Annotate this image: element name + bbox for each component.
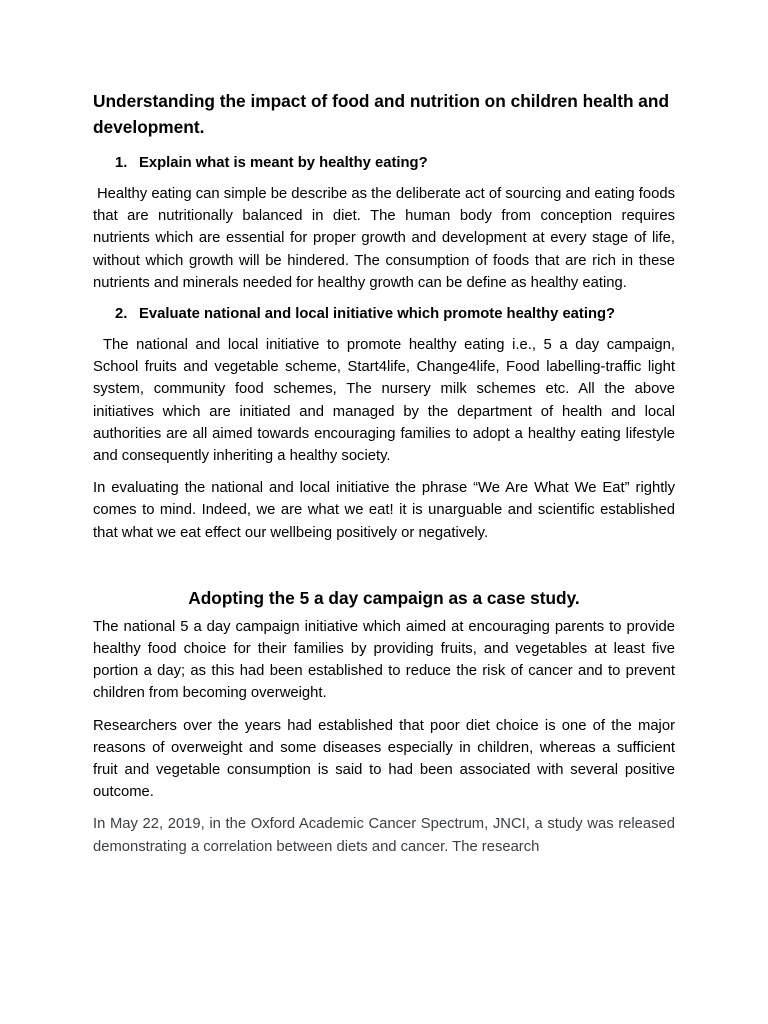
question-1-number: 1. xyxy=(115,155,128,171)
section-heading-case-study: Adopting the 5 a day campaign as a case study. xyxy=(188,587,580,608)
paragraph-five-a-day: The national 5 a day campaign initiative which aimed at encouraging parents to provide healthy food choice for their families by providing fruits, and vegetables at least five portion a day; as this had been established to reduce the risk of cancer and to prevent children from becoming overweight. xyxy=(93,618,675,702)
document-body xyxy=(93,88,675,858)
question-2-text: Evaluate national and local initiative which promote healthy eating? xyxy=(139,306,616,323)
paragraph-healthy-eating: Healthy eating can simple be describe as the deliberate act of sourcing and eating foods that are nutritionally balanced in diet. The human body from conception requires nutrients which are essential for proper growth and development at every stage of life, without which growth will be hindered. The consumption of foods that are rich in these nutrients and minerals needed for healthy growth can be define as healthy eating. xyxy=(93,186,675,291)
paragraph-study: In May 22, 2019, in the Oxford Academic Cancer Spectrum, JNCI, a study was released demonstrating a correlation between diets and cancer. The research xyxy=(93,816,675,855)
paragraph-research: Researchers over the years had established that poor diet choice is one of the major reasons of overweight and some diseases especially in children, whereas a sufficient fruit and vegetable consumption is said to had been associated with several positive outcome. xyxy=(93,717,675,801)
document-title: Understanding the impact of food and nutrition on children health and development. xyxy=(93,91,670,137)
question-2-number: 2. xyxy=(115,306,128,323)
question-1 xyxy=(93,153,675,173)
paragraph-initiatives: The national and local initiative to promote healthy eating i.e., 5 a day campaign, School fruits and vegetable scheme, Start4life, Change4life, Food labelling-traffic light system, community food schemes, The nursery milk schemes etc. All the above initiatives which are initiated and managed by the department of health and local authorities are all aimed towards encouraging families to adopt a healthy eating lifestyle and consequently inheriting a healthy society. xyxy=(93,337,675,465)
question-1-text: Explain what is meant by healthy eating? xyxy=(139,155,428,171)
paragraph-evaluation: In evaluating the national and local initiative the phrase “We Are What We Eat” rightly comes to mind. Indeed, we are what we eat! it is unarguable and scientific established that what we eat effect our wellbeing positively or negatively. xyxy=(93,480,675,541)
question-2 xyxy=(93,304,675,324)
